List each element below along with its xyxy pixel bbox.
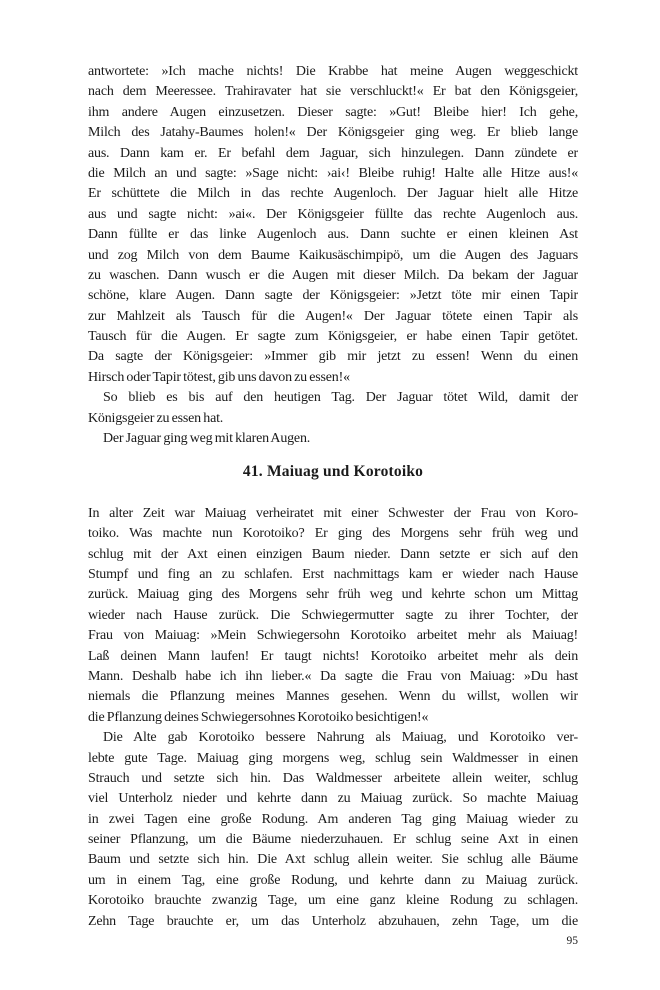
text-line: antwortete: »Ich mache nichts! Die Krabbe hat meine Augen weggeschickt bbox=[88, 64, 578, 79]
text-line: zurück. Maiuag ging des Morgens sehr früh weg und kehrte schon um Mittag bbox=[88, 587, 578, 603]
text-line: Zehn Tage brauchte er, um das Unterholz abzuhauen, zehn Tage, um die bbox=[88, 913, 578, 929]
paragraph bbox=[88, 62, 578, 388]
text-line: die Pflanzung deines Schwiegersohnes Korotoiko besichtigen!« bbox=[88, 709, 429, 725]
text-line: toiko. Was machte nun Korotoiko? Er ging des Morgens sehr früh weg und bbox=[88, 526, 578, 542]
text-line: seiner Pflanzung, um die Bäume niederzuhauen. Er schlug seine Axt in einen bbox=[88, 832, 578, 848]
chapter-heading: 41. Maiuag und Korotoiko bbox=[242, 463, 424, 481]
text-line: aus. Dann kam er. Er befahl dem Jaguar, sich hinzulegen. Dann zündete er bbox=[88, 145, 578, 161]
text-line: aus und sagte nicht: »ai«. Der Königsgeier füllte das rechte Augenloch aus. bbox=[88, 206, 578, 222]
text-line: Er schüttete die Milch in das rechte Augenloch. Der Jaguar hielt alle Hitze bbox=[88, 186, 578, 202]
text-line: wieder nach Hause zurück. Die Schwiegermutter sagte zu ihrer Tochter, der bbox=[88, 607, 578, 623]
paragraph bbox=[88, 388, 578, 429]
text-line: Tausch für die Augen. Er sagte zum Königsgeier, er habe einen Tapir getötet. bbox=[88, 329, 578, 345]
text-line: In alter Zeit war Maiuag verheiratet mit einer Schwester der Frau von Koro- bbox=[88, 505, 578, 521]
text-line: nach dem Meeressee. Trahiravater hat sie verschluckt!« Er bat den Königsgeier, bbox=[88, 84, 578, 100]
text-line: Frau von Maiuag: »Mein Schwiegersohn Korotoiko arbeitet mehr als Maiuag! bbox=[88, 628, 578, 644]
text-line: und zog Milch von dem Baume Kaikusäschimpipö, um die Augen des Jaguars bbox=[88, 247, 578, 263]
text-line: Der Jaguar ging weg mit klaren Augen. bbox=[103, 431, 311, 447]
paragraph bbox=[88, 504, 578, 728]
text-line: Da sagte der Königsgeier: »Immer gib mir jetzt zu essen! Wenn du einen bbox=[88, 349, 578, 365]
text-line: schöne, klare Augen. Dann sagte der Königsgeier: »Jetzt töte mir einen Tapir bbox=[88, 288, 578, 304]
paragraph bbox=[88, 429, 578, 449]
text-line: So blieb es bis auf den heutigen Tag. Der Jaguar tötet Wild, damit der bbox=[103, 390, 578, 406]
text-line: Stumpf und fing an zu schlafen. Erst nachmittags kam er wieder nach Hause bbox=[88, 567, 578, 582]
text-line: in zwei Tagen eine große Rodung. Am anderen Tag ging Maiuag wieder zu bbox=[88, 811, 578, 827]
text-line: niemals die Pflanzung meines Mannes gesehen. Wenn du willst, wollen wir bbox=[88, 689, 578, 705]
text-line: Mann. Deshalb habe ich ihn lieber.« Da sagte die Frau von Maiuag: »Du hast bbox=[88, 668, 578, 684]
text-line: um in einem Tag, eine große Rodung, und kehrte dann zu Maiuag zurück. bbox=[88, 872, 578, 888]
text-line: ihm andere Augen einzusetzen. Dieser sagte: »Gut! Bleibe hier! Ich gehe, bbox=[88, 104, 578, 120]
text-line: Korotoiko brauchte zwanzig Tage, um eine ganz kleine Rodung zu schlagen. bbox=[88, 893, 578, 909]
text-line: Laß deinen Mann laufen! Er taugt nichts! Korotoiko arbeitet mehr als dein bbox=[88, 648, 578, 664]
text-line: lebte gute Tage. Maiuag ging morgens weg, schlug sein Waldmesser in einen bbox=[88, 750, 578, 766]
text-line: schlug mit der Axt einen einzigen Baum nieder. Dann setzte er sich auf den bbox=[88, 546, 578, 562]
text-line: Dann füllte er das linke Augenloch aus. Dann suchte er einen kleinen Ast bbox=[88, 227, 578, 243]
text-line: Die Alte gab Korotoiko bessere Nahrung als Maiuag, und Korotoiko ver- bbox=[103, 730, 578, 746]
text-line: Baum und setzte sich hin. Die Axt schlug allein weiter. Sie schlug alle Bäume bbox=[88, 852, 578, 868]
text-line: Königsgeier zu essen hat. bbox=[88, 410, 224, 426]
text-line: viel Unterholz nieder und kehrte dann zu Maiuag zurück. So machte Maiuag bbox=[88, 791, 578, 807]
text-line: zu waschen. Dann wusch er die Augen mit dieser Milch. Da bekam der Jaguar bbox=[88, 267, 578, 283]
text-line: Milch des Jatahy-Baumes holen!« Der Königsgeier ging weg. Er blieb lange bbox=[88, 125, 578, 141]
text-line: Hirsch oder Tapir tötest, gib uns davon zu essen!« bbox=[88, 369, 350, 385]
page-number: 95 bbox=[566, 935, 578, 947]
paragraph bbox=[88, 728, 578, 932]
text-line: Strauch und setzte sich hin. Das Waldmesser arbeitete allein weiter, schlug bbox=[88, 770, 578, 786]
text-block bbox=[88, 62, 578, 932]
text-line: zur Mahlzeit als Tausch für die Augen!« Der Jaguar tötete einen Tapir als bbox=[88, 308, 578, 324]
text-line: die Milch an und sagte: »Sage nicht: ›ai‹! Bleibe ruhig! Halte alle Hitze aus!« bbox=[88, 165, 578, 181]
